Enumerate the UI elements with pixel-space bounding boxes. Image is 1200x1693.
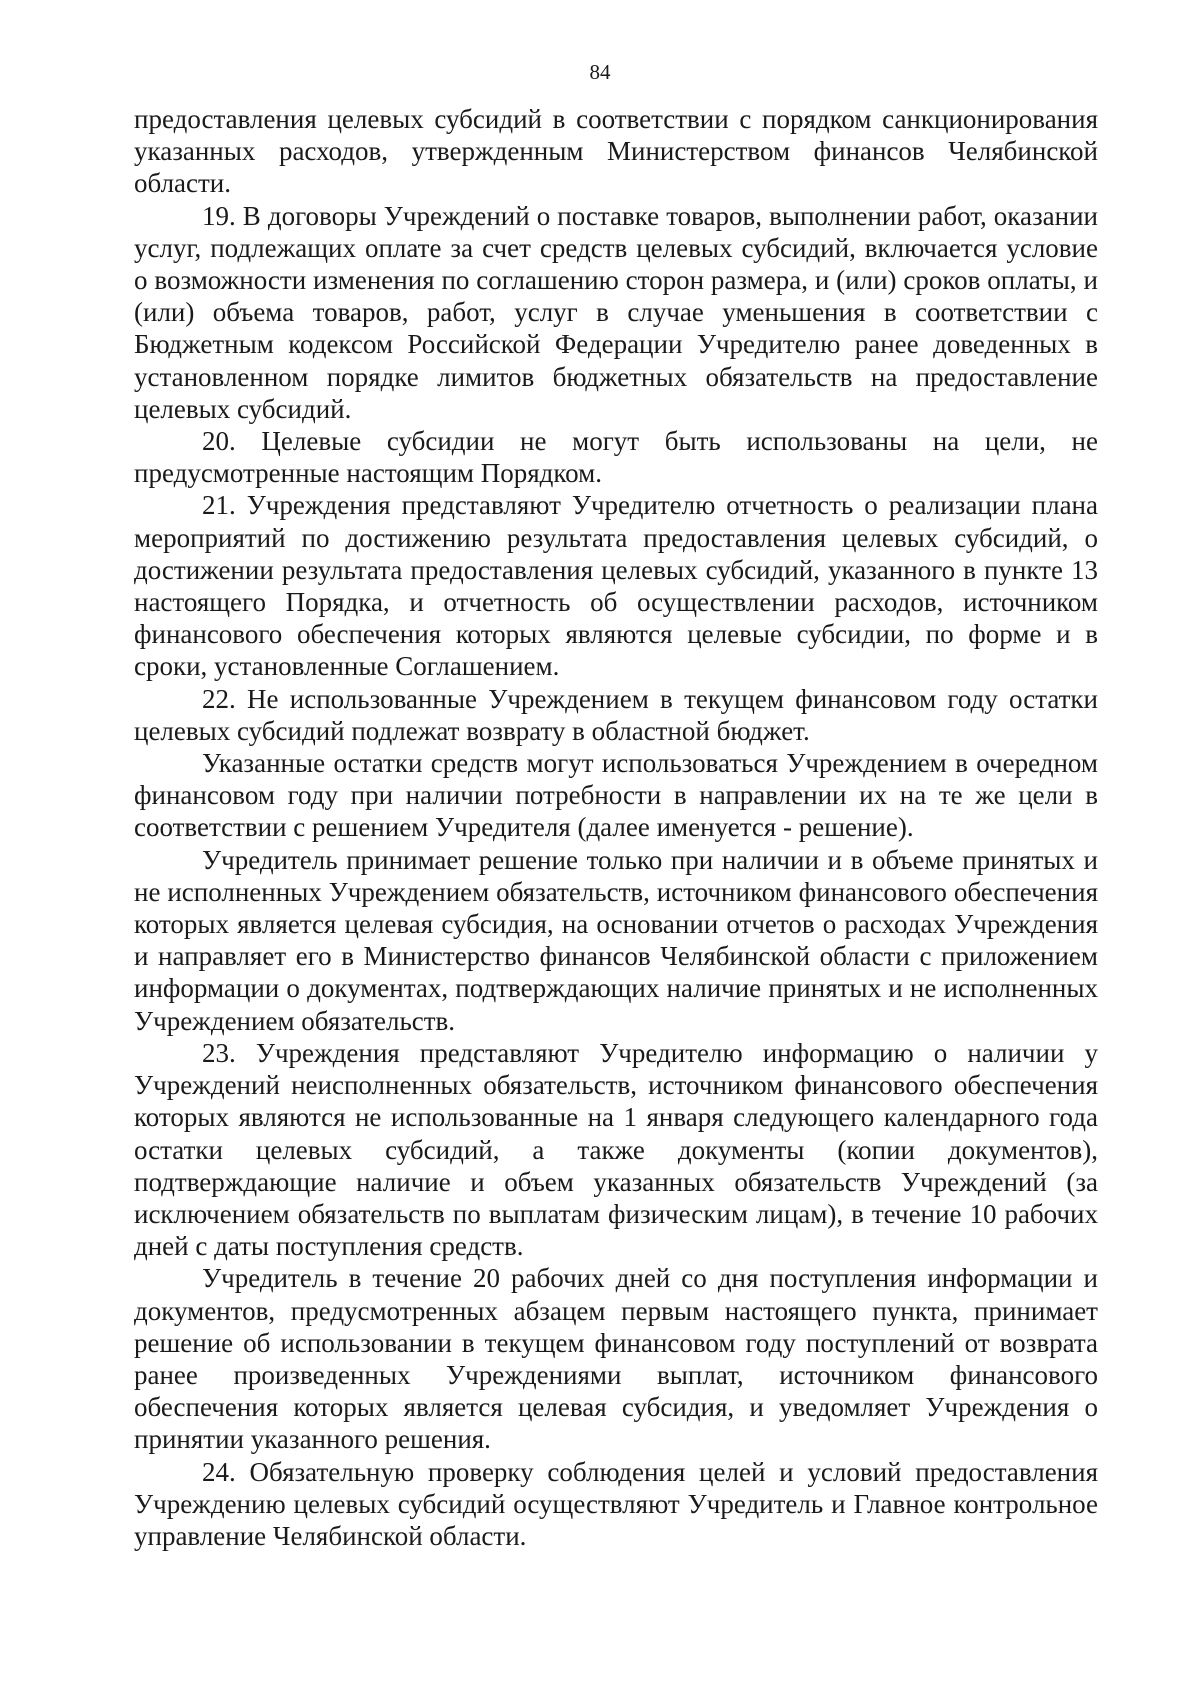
paragraph-item-22-decision: Учредитель принимает решение только при наличии и в объеме принятых и не исполненных Учреждением обязательств, источником финансового обеспечения которых является целевая субсидия, на основании отчетов о расходах Учреждения и направляет его в Министерство финансов Челябинской области с приложением информации о документах, подтверждающих наличие принятых и не исполненных Учреждением обязательств.	[134, 844, 1098, 1036]
paragraph-item-24: 24. Обязательную проверку соблюдения целей и условий предоставления Учреждению целевых субсидий осуществляют Учредитель и Главное контрольное управление Челябинской области.	[134, 1456, 1098, 1551]
paragraph-item-22-remainders: Указанные остатки средств могут использоваться Учреждением в очередном финансовом году при наличии потребности в направлении их на те же цели в соответствии с решением Учредителя (далее именуется - решение).	[134, 748, 1098, 843]
paragraph-item-23: 23. Учреждения представляют Учредителю информацию о наличии у Учреждений неисполненных обязательств, источником финансового обеспечения которых являются не использованные на 1 января следующего календарного года остатки целевых субсидий, а также документы (копии документов), подтверждающие наличие и объем указанных обязательств Учреждений (за исключением обязательств по выплатам физическим лицам), в течение 10 рабочих дней с даты поступления средств.	[134, 1037, 1098, 1262]
document-body	[134, 103, 1098, 1552]
paragraph-item-19: 19. В договоры Учреждений о поставке товаров, выполнении работ, оказании услуг, подлежащих оплате за счет средств целевых субсидий, включается условие о возможности изменения по соглашению сторон размера, и (или) сроков оплаты, и (или) объема товаров, работ, услуг в случае уменьшения в соответствии с Бюджетным кодексом Российской Федерации Учредителю ранее доведенных в установленном порядке лимитов бюджетных обязательств на предоставление целевых субсидий.	[134, 200, 1098, 424]
paragraph-item-21: 21. Учреждения представляют Учредителю отчетность о реализации плана мероприятий по достижению результата предоставления целевых субсидий, о достижении результата предоставления целевых субсидий, указанного в пункте 13 настоящего Порядка, и отчетность об осуществлении расходов, источником финансового обеспечения которых являются целевые субсидии, по форме и в сроки, установленные Соглашением.	[134, 490, 1098, 682]
paragraph-item-23-decision: Учредитель в течение 20 рабочих дней со дня поступления информации и документов, предусмотренных абзацем первым настоящего пункта, принимает решение об использовании в текущем финансовом году поступлений от возврата ранее произведенных Учреждениями выплат, источником финансового обеспечения которых является целевая субсидия, и уведомляет Учреждения о принятии указанного решения.	[134, 1263, 1098, 1455]
page-number: 84	[589, 60, 611, 84]
paragraph-continuation: предоставления целевых субсидий в соответствии с порядком санкционирования указанных расходов, утвержденным Министерством финансов Челябинской области.	[134, 104, 1098, 199]
paragraph-item-22: 22. Не использованные Учреждением в текущем финансовом году остатки целевых субсидий подлежат возврату в областной бюджет.	[134, 683, 1098, 746]
paragraph-item-20: 20. Целевые субсидии не могут быть использованы на цели, не предусмотренные настоящим Порядком.	[134, 426, 1098, 489]
